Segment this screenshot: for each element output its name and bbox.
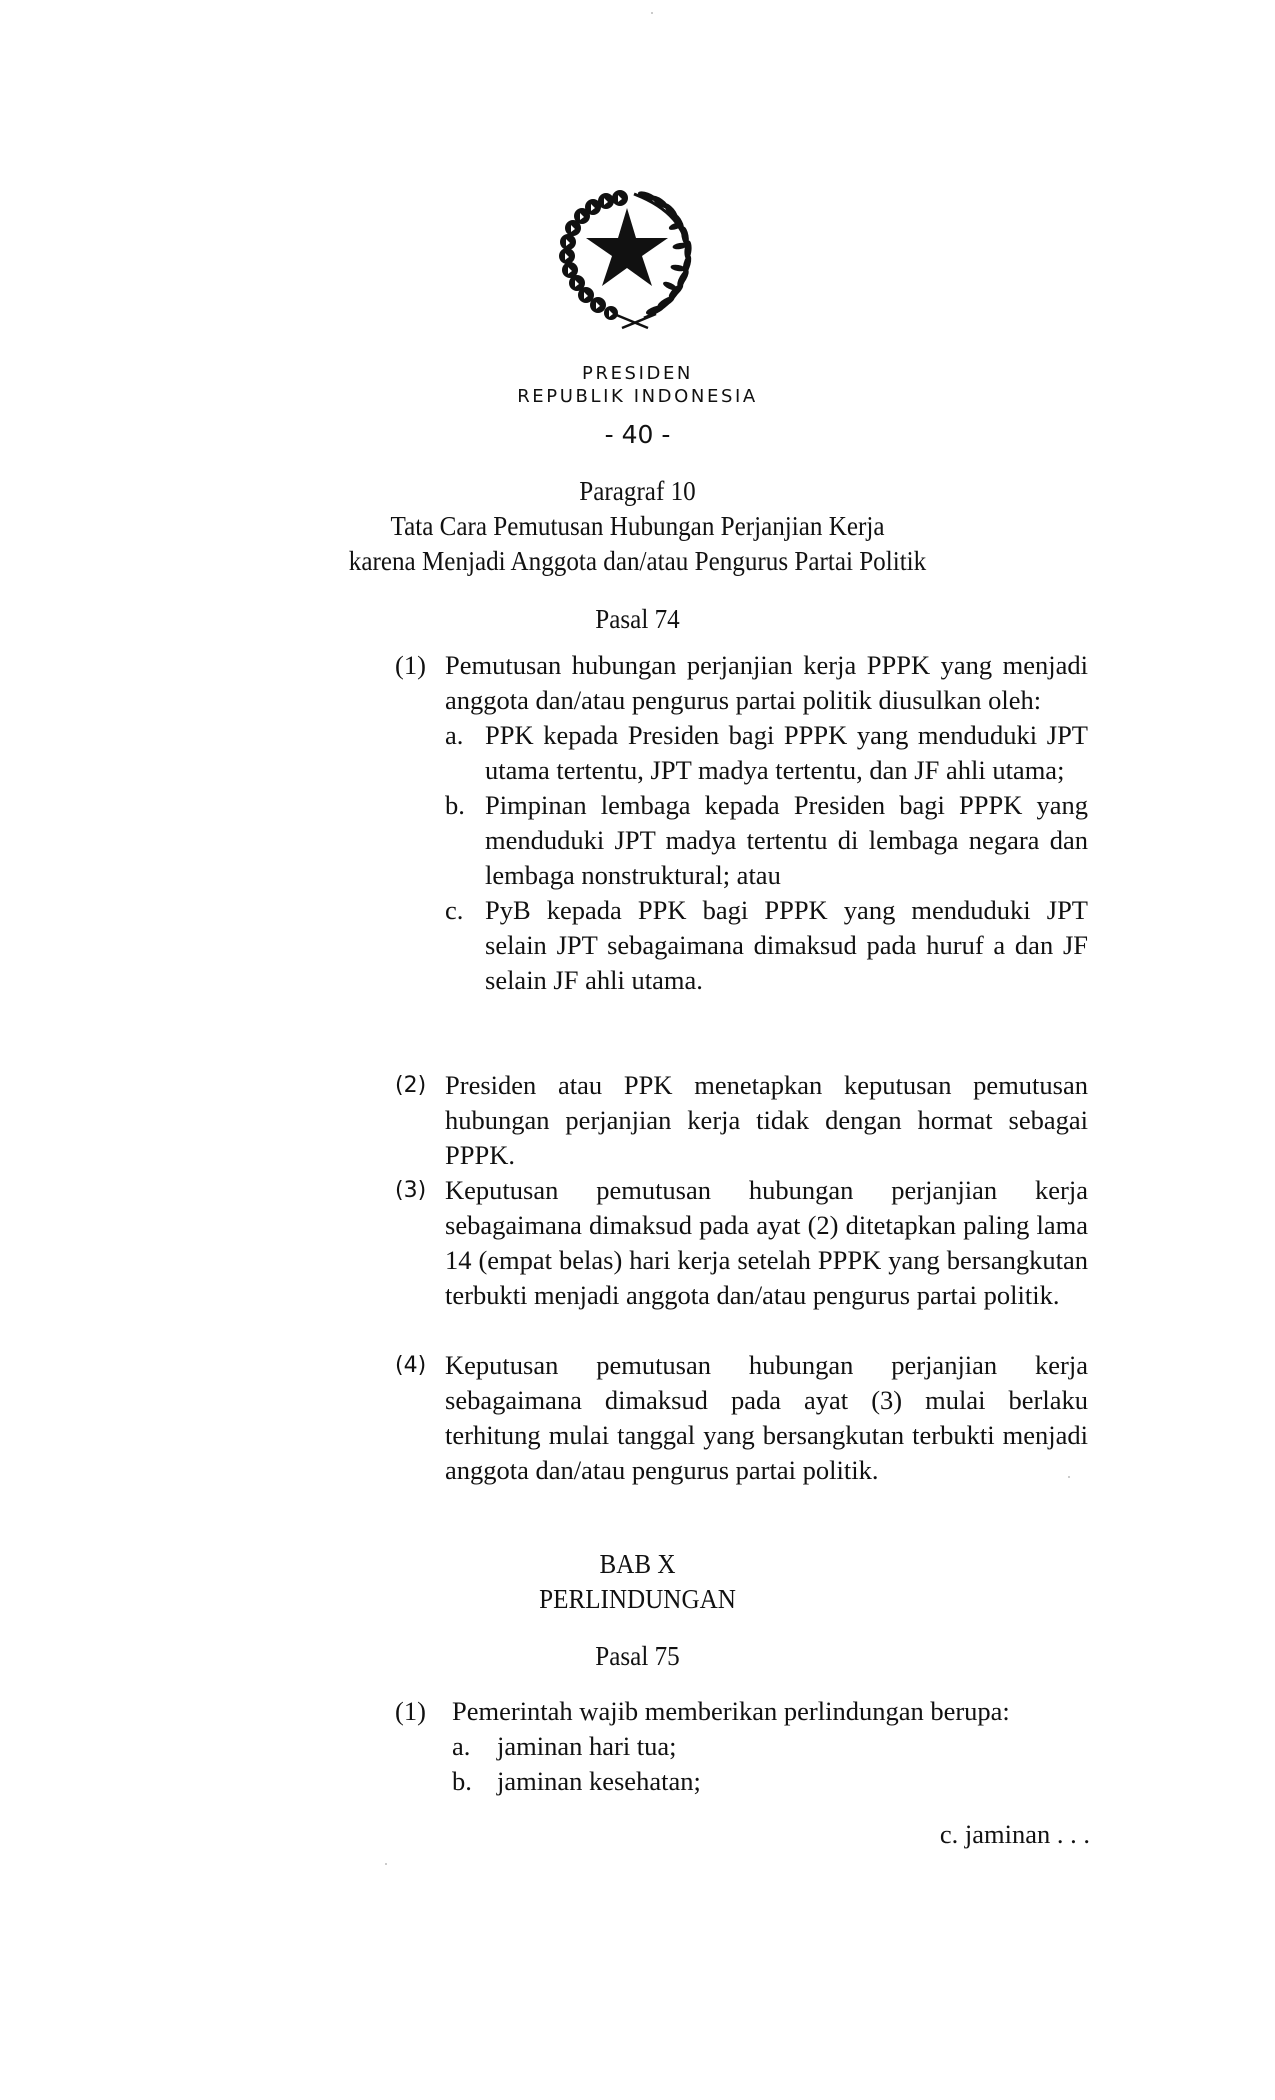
ayat-item-a xyxy=(445,718,1088,788)
ayat-number: (3) xyxy=(395,1178,427,1203)
item-text: Pimpinan lembaga kepada Presiden bagi PPPK yang menduduki JPT madya tertentu di lembaga negara dan lembaga nonstruktural; atau xyxy=(485,790,1088,890)
pasal-74-title: Pasal 74 xyxy=(595,604,680,634)
ayat-item-b xyxy=(445,788,1088,893)
item-label: b. xyxy=(445,790,465,820)
item-text: jaminan hari tua; xyxy=(497,1731,677,1761)
ayat-item-c xyxy=(445,893,1088,998)
paragraf-subtitle-line2: karena Menjadi Anggota dan/atau Pengurus Partai Politik xyxy=(348,546,927,576)
pasal-74-ayat-1 xyxy=(395,648,1088,998)
ayat-item-a xyxy=(452,1729,1115,1764)
page-number: - 40 - xyxy=(604,420,671,449)
bab-number: BAB X xyxy=(599,1549,676,1579)
pasal-75-ayat-1 xyxy=(395,1694,1115,1799)
ayat-text: Pemerintah wajib memberikan perlindungan berupa: xyxy=(452,1696,1010,1726)
ayat-number: (4) xyxy=(395,1353,427,1378)
item-label: c. xyxy=(445,895,464,925)
star-icon xyxy=(586,208,668,286)
scan-speck xyxy=(385,1863,387,1865)
ayat-number: (1) xyxy=(395,1696,426,1726)
ayat-number: (1) xyxy=(395,650,426,680)
catchword: c. jaminan . . . xyxy=(939,1819,1090,1849)
bab-title: PERLINDUNGAN xyxy=(539,1584,736,1614)
item-text: jaminan kesehatan; xyxy=(497,1766,701,1796)
item-text: PyB kepada PPK bagi PPPK yang menduduki JPT selain JPT sebagaimana dimaksud pada huruf a dan JF selain JF ahli utama. xyxy=(485,895,1088,995)
scan-speck xyxy=(1068,1476,1070,1478)
presidential-emblem-icon xyxy=(552,186,702,331)
pasal-74-ayat-2 xyxy=(395,1068,1088,1173)
item-label: a. xyxy=(452,1731,471,1761)
header-republic: REPUBLIK INDONESIA xyxy=(517,386,758,407)
paragraf-title: Paragraf 10 xyxy=(579,476,696,506)
pasal-75-title: Pasal 75 xyxy=(595,1641,680,1671)
ayat-number: (2) xyxy=(395,1073,427,1098)
crossed-stems-icon xyxy=(614,314,656,328)
item-text: PPK kepada Presiden bagi PPPK yang menduduki JPT utama tertentu, JPT madya tertentu, dan JF ahli utama; xyxy=(485,720,1088,785)
header-president: PRESIDEN xyxy=(582,363,693,384)
paragraf-subtitle-line1: Tata Cara Pemutusan Hubungan Perjanjian Kerja xyxy=(390,511,885,541)
item-label: b. xyxy=(452,1766,472,1796)
ayat-text: Keputusan pemutusan hubungan perjanjian kerja sebagaimana dimaksud pada ayat (2) ditetapkan paling lama 14 (empat belas) hari kerja setelah PPPK yang bersangkutan terbukti menjadi anggota dan/atau pengurus partai politik. xyxy=(445,1175,1088,1310)
ayat-text: Pemutusan hubungan perjanjian kerja PPPK yang menjadi anggota dan/atau pengurus partai politik diusulkan oleh: xyxy=(445,650,1088,715)
pasal-74-ayat-3 xyxy=(395,1173,1088,1313)
scan-speck xyxy=(651,12,653,14)
ayat-text: Presiden atau PPK menetapkan keputusan pemutusan hubungan perjanjian kerja tidak dengan hormat sebagai PPPK. xyxy=(445,1070,1088,1170)
ayat-item-b xyxy=(452,1764,1115,1799)
ayat-text: Keputusan pemutusan hubungan perjanjian kerja sebagaimana dimaksud pada ayat (3) mulai berlaku terhitung mulai tanggal yang bersangkutan terbukti menjadi anggota dan/atau pengurus partai politik. xyxy=(445,1350,1088,1485)
pasal-74-ayat-4 xyxy=(395,1348,1088,1488)
item-label: a. xyxy=(445,720,464,750)
